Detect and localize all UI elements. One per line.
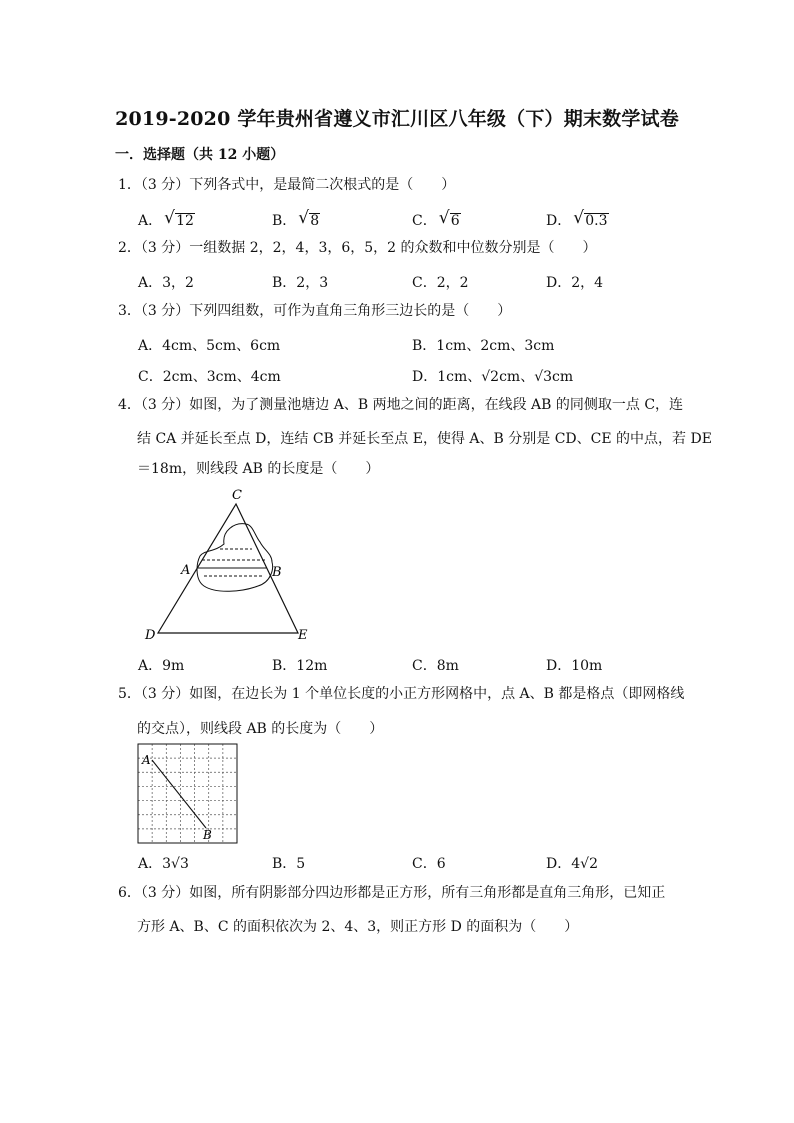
q1-option-c: C． √ 6 xyxy=(412,208,460,229)
label-e: E xyxy=(298,628,308,643)
label-b: B xyxy=(203,828,212,842)
sqrt-symbol: √ 12 xyxy=(164,208,194,229)
question-3: 3．（3 分）下列四组数，可作为直角三角形三边长的是（ ） xyxy=(118,303,512,319)
q4-option-a: A．9m xyxy=(138,658,185,674)
q4-triangle-figure xyxy=(140,486,330,646)
q5-grid-figure xyxy=(136,742,240,844)
sqrt-symbol: √ 6 xyxy=(438,208,460,229)
q5-option-d: D．4√2 xyxy=(546,856,598,872)
q2-option-c: C．2，2 xyxy=(412,275,469,291)
question-1: 1．（3 分）下列各式中，是最简二次根式的是（ ） xyxy=(118,177,456,193)
question-5: 5．（3 分）如图，在边长为 1 个单位长度的小正方形网格中，点 A、B 都是格点（即网格线 xyxy=(118,686,685,702)
q1-option-d: D． √ 0.3 xyxy=(546,208,608,229)
section-heading: 一．选择题（共 12 小题） xyxy=(115,147,285,163)
label-b: B xyxy=(272,565,282,580)
segment-ab xyxy=(152,760,206,828)
label-a: A xyxy=(181,563,191,578)
label-a: A xyxy=(142,753,151,767)
q4-option-d: D．10m xyxy=(546,658,603,674)
grid-lines xyxy=(138,744,237,843)
question-5-line-2: 的交点），则线段 AB 的长度为（ ） xyxy=(137,721,384,737)
page-title: 2019-2020 学年贵州省遵义市汇川区八年级（下）期末数学试卷 xyxy=(115,108,679,130)
q5-option-c: C．6 xyxy=(412,856,446,872)
question-4-line-2: 结 CA 并延长至点 D，连结 CB 并延长至点 E，使得 A、B 分别是 CD、CE 的中点，若 DE xyxy=(137,431,712,447)
q3-option-b: B．1cm、2cm、3cm xyxy=(412,338,555,354)
label-d: D xyxy=(145,628,156,643)
q5-option-b: B．5 xyxy=(272,856,306,872)
q2-option-a: A．3，2 xyxy=(138,275,194,291)
question-4: 4．（3 分）如图，为了测量池塘边 A、B 两地之间的距离，在线段 AB 的同侧取一点 C，连 xyxy=(118,397,684,413)
question-4-line-3: ＝18m，则线段 AB 的长度是（ ） xyxy=(137,461,380,477)
q3-option-d: D．1cm、√2cm、√3cm xyxy=(412,369,574,385)
question-2: 2．（3 分）一组数据 2，2，4，3，6，5，2 的众数和中位数分别是（ ） xyxy=(118,240,597,256)
q3-option-c: C．2cm、3cm、4cm xyxy=(138,369,281,385)
question-6: 6．（3 分）如图，所有阴影部分四边形都是正方形，所有三角形都是直角三角形，已知正 xyxy=(118,885,666,901)
q4-option-b: B．12m xyxy=(272,658,328,674)
label-c: C xyxy=(232,488,242,503)
q5-option-a: A．3√3 xyxy=(138,856,189,872)
q2-option-b: B．2，3 xyxy=(272,275,329,291)
sqrt-symbol: √ 8 xyxy=(298,208,320,229)
sqrt-symbol: √ 0.3 xyxy=(573,208,608,229)
q2-option-d: D．2，4 xyxy=(546,275,604,291)
q3-option-a: A．4cm、5cm、6cm xyxy=(138,338,281,354)
q1-option-b: B． √ 8 xyxy=(272,208,320,229)
q4-option-c: C．8m xyxy=(412,658,459,674)
grid-border xyxy=(138,744,237,843)
question-6-line-2: 方形 A、B、C 的面积依次为 2、4、3，则正方形 D 的面积为（ ） xyxy=(137,919,579,935)
q1-option-a: A． √ 12 xyxy=(138,208,194,229)
